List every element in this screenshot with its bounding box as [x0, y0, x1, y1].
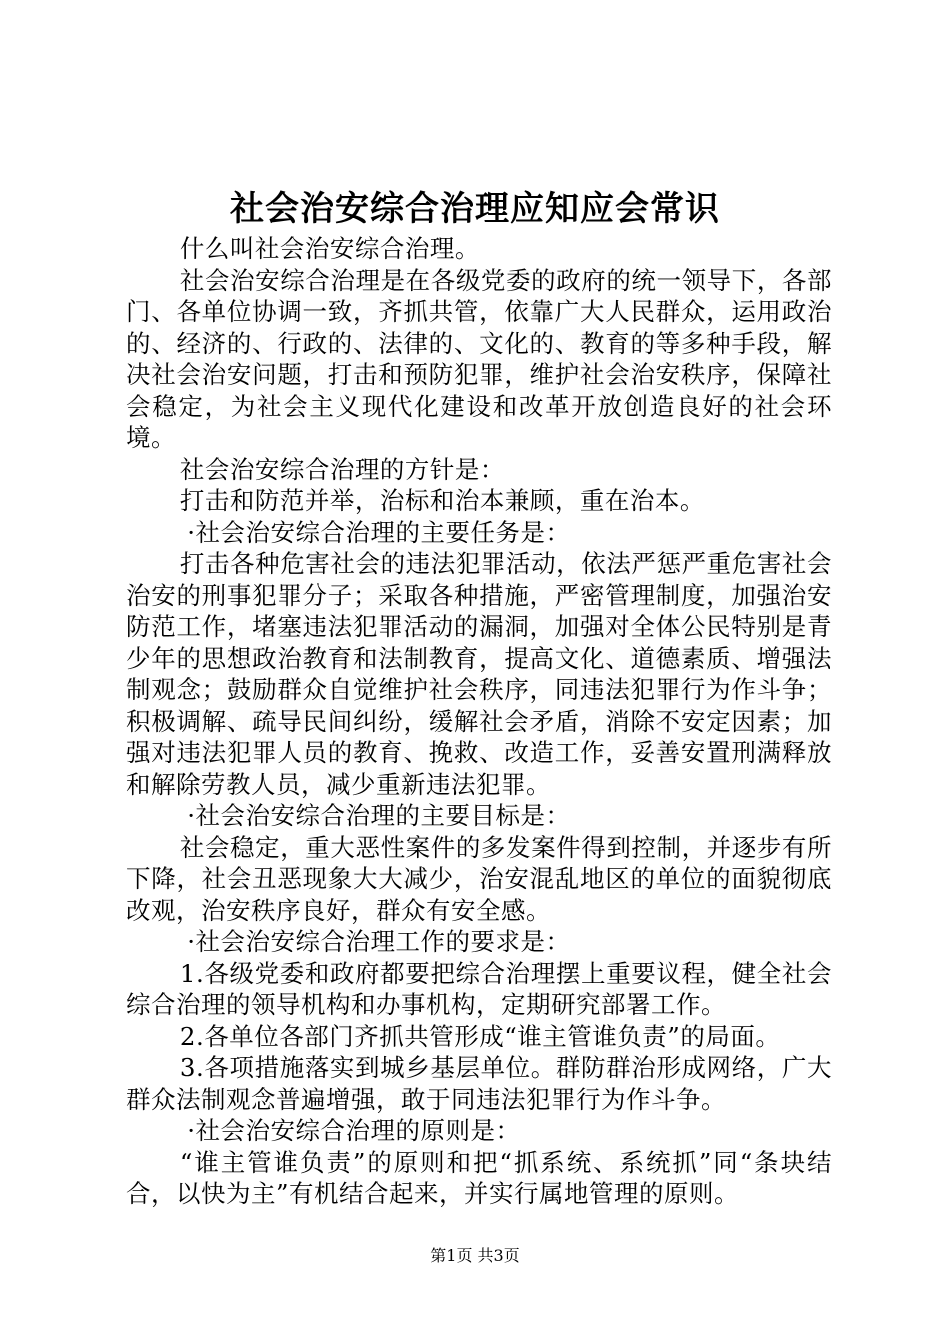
paragraph-principles-heading: ·社会治安综合治理的原则是： — [187, 1116, 521, 1145]
paragraph-policy-heading: 社会治安综合治理的方针是： — [179, 454, 505, 484]
paragraph-policy: 打击和防范并举，治标和治本兼顾，重在治本。 — [179, 486, 705, 515]
paragraph-tasks-heading: ·社会治安综合治理的主要任务是： — [187, 517, 571, 547]
paragraph-question: 什么叫社会治安综合治理。 — [179, 234, 480, 263]
paragraph-requirement-1: 1.各级党委和政府都要把综合治理摆上重要议程，健全社会综合治理的领导机构和办事机构，定期研究部署工作。 — [126, 958, 832, 1019]
paragraph-definition: 社会治安综合治理是在各级党委的政府的统一领导下，各部门、各单位协调一致，齐抓共管，依靠广大人民群众，运用政治的、经济的、行政的、法律的、文化的、教育的等多种手段，解决社会治安问题，打击和预防犯罪，维护社会治安秩序，保障社会稳定，为社会主义现代化建设和改革开放创造良好的社会环境。 — [126, 265, 832, 452]
paragraph-goals-heading: ·社会治安综合治理的主要目标是： — [187, 801, 571, 830]
paragraph-requirements-heading: ·社会治安综合治理工作的要求是： — [187, 927, 571, 956]
document-body — [126, 233, 832, 1210]
paragraph-requirement-3: 3.各项措施落实到城乡基层单位。群防群治形成网络，广大群众法制观念普遍增强，敢于同违法犯罪行为作斗争。 — [126, 1053, 832, 1114]
paragraph-requirement-2: 2.各单位各部门齐抓共管形成“谁主管谁负责”的局面。 — [179, 1021, 781, 1051]
paragraph-principles: “谁主管谁负责”的原则和把“抓系统、系统抓”同“条块结合，以快为主”有机结合起来，并实行属地管理的原则。 — [126, 1147, 832, 1208]
paragraph-tasks: 打击各种危害社会的违法犯罪活动，依法严惩严重危害社会治安的刑事犯罪分子；采取各种措施，严密管理制度，加强治安防范工作，堵塞违法犯罪活动的漏洞，加强对全体公民特别是青少年的思想政治教育和法制教育，提高文化、道德素质、增强法制观念；鼓励群众自觉维护社会秩序，同违法犯罪行为作斗争；积极调解、疏导民间纠纷，缓解社会矛盾，消除不安定因素；加强对违法犯罪人员的教育、挽救、改造工作，妥善安置刑满释放和解除劳教人员，减少重新违法犯罪。 — [126, 549, 832, 799]
page-indicator: 第1页 共3页 — [430, 1246, 520, 1265]
paragraph-goals: 社会稳定，重大恶性案件的多发案件得到控制，并逐步有所下降，社会丑恶现象大大减少，治安混乱地区的单位的面貌彻底改观，治安秩序良好，群众有安全感。 — [126, 832, 832, 925]
document-title: 社会治安综合治理应知应会常识 — [230, 189, 720, 229]
